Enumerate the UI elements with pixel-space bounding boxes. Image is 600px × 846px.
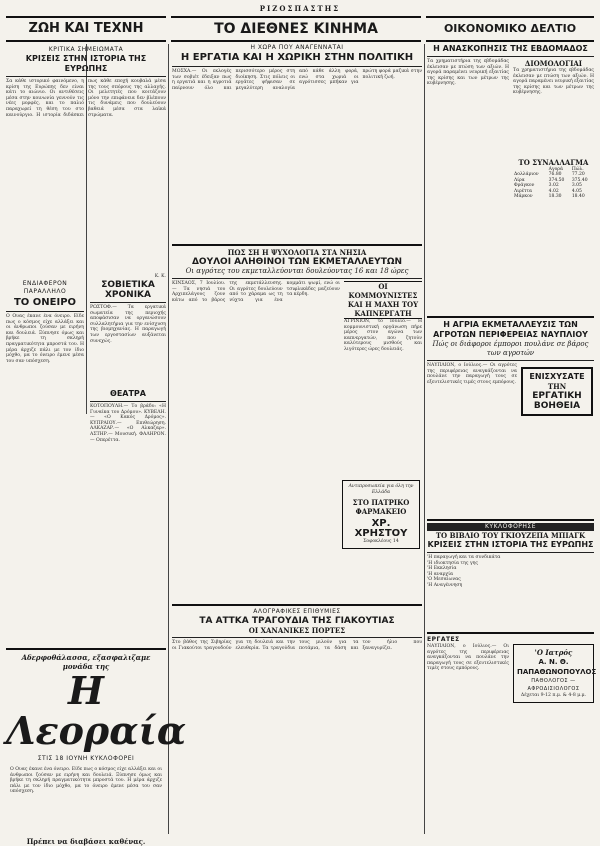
currency-name: Λιρέττα xyxy=(514,188,533,194)
article-headline: ΤΟ ΟΝΕΙΡΟ xyxy=(13,297,77,308)
list-item: 'Η αναρχία xyxy=(427,571,454,577)
section-header-right xyxy=(426,16,594,42)
divider xyxy=(6,311,84,312)
section-kicker: ΕΡΓΑΤΕΣ xyxy=(427,636,460,643)
article-body: ΚΙΝΣΑΟΣ, 7 Ιουλίου.— Τα νησιά του Αρχιπελάγους ζουν κάτω από το βάρος της εκμετάλλευσης. Οι αγρότες δουλεύουν από το χάραμα ως τη νύχτα για ένα κομμάτι ψωμί, ενώ οι τσιφλικάδες μαζεύουν τα κέρδη. xyxy=(172,281,340,303)
list-item: 'Η παραγωγή και τα συνδικάτα xyxy=(427,555,501,560)
workers-columns xyxy=(427,644,597,834)
aid-box-wrapper xyxy=(521,363,593,473)
sell-rate: 18.40 xyxy=(571,194,585,200)
sell-rate: 4.05 xyxy=(571,188,582,194)
ad-line: Αντιπροσωπεία για όλη την Ελλάδα xyxy=(348,484,414,495)
article-columns xyxy=(172,281,422,471)
article-kicker: ΚΡΙΤΙΚΑ ΣΗΜΕΙΩΜΑΤΑ xyxy=(48,46,124,53)
list-item: 'Η ιδιοκτησία της γης xyxy=(427,560,478,566)
ad-hours: Δέχεται 9-12 π.μ. & 4-8 μ.μ. xyxy=(520,693,587,698)
article-headline: Η ΕΡΓΑΤΙΑ ΚΑΙ Η ΧΩΡΙΚΗ ΣΤΗΝ ΠΟΛΙΤΙΚΗ xyxy=(180,52,414,63)
table-header: Πώλ. xyxy=(571,167,584,172)
ad-footer: Πρέπει να διαβάσει καθένας. xyxy=(26,837,146,846)
buy-rate: 3.02 xyxy=(548,183,559,189)
divider xyxy=(427,552,594,553)
list-item: 'Ο Μεσαίωνας xyxy=(427,577,461,583)
divider xyxy=(172,66,422,67)
side-article-body: ΑΓΡΙΝΙΟΝ, το Ιούλιο.— Η κομμουνιστική οργάνωση πήρε μέρος στον αγώνα των καπνεργατών, που ζητούν καλύτερους μισθούς και λιγότερες ώρες δουλειάς. xyxy=(344,319,422,352)
ad-release: ΣΤΙΣ 18 ΙΟΥΝΗ ΚΥΚΛΟΦΟΡΕΙ xyxy=(37,755,135,762)
article-body: Τα χρηματιστήρια της εβδομάδας έκλεισαν με πτώση των αξιών. Η αγορά παραμένει νευρική εξαιτίας της κρίσης και των μέτρων της κυβέρνησης. xyxy=(513,68,594,96)
advertisement-pharmacy xyxy=(342,480,420,600)
masthead: ΡΙΖΟΣΠΑΣΤΗΣ xyxy=(259,4,341,13)
sub-heading: ΔΙΟΜΟΛΟΓΙΑΙ xyxy=(524,59,583,68)
article-body: Σα κάθε ιστορικό φαινόμενο, η κρίση της Ευρώπης δεν είναι κάτι το αιώνιο. Οι αντιθέσεις μέσα στην κοινωνία γεννούν τις νέες μορφές, και το παλιό παραχωρεί τη θέση του στο καινούργιο. Η ιστορία διδάσκει πως κάθε εποχή κουβαλά μέσα της τους σπόρους της αλλαγής. Οι μελετητές που κοιτάζουν μόνο την επιφάνεια δεν βλέπουν τις δυνάμεις που δουλεύουν βαθειά μέσα στα λαϊκά στρώματα. xyxy=(6,79,166,118)
ad-brand: Η Λεοραία xyxy=(6,668,187,753)
currency-name: Δολλάριον xyxy=(514,172,539,178)
box-line: ΤΗΝ xyxy=(547,382,567,391)
article-body: ΝΑΥΠΛΙΟΝ, ο Ιούλιος.— Οι αγρότες της περιφέρειας αναγκάζονται να πουλάνε την παραγωγή τους σε εξευτελιστικές τιμές στους εμπόρους. xyxy=(427,363,517,385)
box-line: ΕΝΙΣΧΥΣΑΤΕ xyxy=(529,372,585,381)
book-title: ΚΡΙΣΕΙΣ ΣΤΗΝ ΙΣΤΟΡΙΑ ΤΗΣ ΕΥΡΩΠΗΣ xyxy=(427,540,594,549)
article-nafplio-farmers xyxy=(427,316,594,466)
divider xyxy=(427,56,594,57)
article-kicker: ΠΩΣ ΣΗ Η ΨΥΧΟΛΟΓΙΑ ΣΤΑ ΝΗΣΙΑ xyxy=(227,248,367,257)
section-title: ΖΩΗ ΚΑΙ ΤΕΧΝΗ xyxy=(28,21,144,36)
ad-line: 'Ο Ιατρός xyxy=(534,648,573,657)
table-row xyxy=(513,194,594,199)
box-line: ΕΡΓΑΤΙΚΗ xyxy=(532,391,582,401)
section-header-left xyxy=(6,16,166,42)
workers-section xyxy=(427,632,597,836)
ad-box xyxy=(342,480,420,549)
article-kicker: ΚΥΚΛΟΦΟΡΗΣΕ xyxy=(427,523,594,531)
buy-rate: 374.50 xyxy=(548,177,565,183)
buy-rate: 18.30 xyxy=(548,194,562,200)
article-body: ΡΩΣΤΟΦ.— Τα εργατικά σωματεία της περιοχής αποφάσισαν να οργανώσουν συλλαλητήρια για την ενίσχυση της βιομηχανίας. Η παραγωγή των εργοστασίων αυξάνεται συνεχώς. xyxy=(90,305,166,344)
ad-specialty: ΠΑΘΟΛΟΓΟΣ — ΑΦΡΟΔΙΣΙΟΛΟΓΟΣ xyxy=(527,678,580,692)
article-columns xyxy=(427,363,594,473)
theatre-listings: ΚΟΤΟΠΟΥΛΗ.— Το βράδυ: «Η Γυναίκα του Δρόμου». ΚΥΒΕΛΗ.— «Ο Κακός Δρόμος». ΚΥΠΡΑΙΟΥ.— Επιθεώρηση. ΑΛΚΑΖΑΡ.— «Ο Αλκαζαρ». ΑΣΤΗΡ.— Μουσική. ΦΑΛΗΡΟΝ.— Οπερέττα. xyxy=(90,404,166,443)
section-title: ΟΙΚΟΝΟΜΙΚΟ ΔΕΛΤΙΟ xyxy=(443,22,577,35)
side-article-headline: ΟΙ ΚΟΜΜΟΥΝΙΣΤΕΣ ΚΑΙ Η ΜΑΧΗ ΤΟΥ ΚΑΠΝΕΡΓΑΤΗ xyxy=(344,281,422,319)
bulletin-columns xyxy=(427,59,594,289)
section-title: ΤΟ ΔΙΕΘΝΕΣ ΚΙΝΗΜΑ xyxy=(214,21,378,37)
article-islands xyxy=(172,244,422,474)
list-item: 'Η Αναγέννηση xyxy=(427,582,463,588)
article-body: ΜΟΣΧΑ.— Οι εκλογές των σοβιέτ έδειξαν πως η εργατιά και η αγροτιά παίρνουν όλο και περισσότερο μέρος στη διοίκηση. Στις πόλεις οι εργάτες ψήφισαν σε μεγαλύτερη αναλογία από κάθε άλλη φορά, ενώ στα χωριά οι αγρότισσες μπήκαν για πρώτη φορά μαζικά στην πολιτική ζωή. xyxy=(172,69,422,91)
buy-rate: 76.80 xyxy=(548,172,562,178)
article-body: ΝΑΥΠΛΙΟΝ, ο Ιούλιος.— Οι αγρότες της περιφέρειας αναγκάζονται να πουλάνε την παραγωγή τους σε εξευτελιστικές τιμές στους εμπόρους. xyxy=(427,644,509,672)
doctor-advertisement xyxy=(513,644,597,703)
article-headline: ΔΟΥΛΟΙ ΑΛΗΘΙΝΟΙ ΤΩΝ ΕΚΜΕΤΑΛΛΕΥΤΩΝ xyxy=(191,257,403,267)
book-announcement xyxy=(427,519,594,629)
article-yakut-songs xyxy=(172,604,422,836)
currency-name: Λίρα xyxy=(514,177,525,183)
article-subheadline: Πώς οι διάφοροι έμποροι πουλάνε σε βάρος των αγροτών xyxy=(432,340,589,357)
article-headline: ΧΡΟΝΙΚΑ xyxy=(104,290,151,300)
workers-aid-box xyxy=(521,367,593,416)
article-kicker: ΕΝΔΙΑΦΕΡΟΝ ΠΑΡΑΛΛΗΛΟ xyxy=(22,280,68,295)
divider xyxy=(6,76,166,77)
currency-name: Φράγκον xyxy=(514,183,535,189)
table-header: Αγορά xyxy=(548,167,563,172)
ad-line: ΣΤΟ ΠΑΤΡΙΚΟ ΦΑΡΜΑΚΕΙΟ xyxy=(352,498,410,517)
article-body: Στο βάθος της Σιβηρίας οι Γιακούτοι τραγουδούν για τη δουλειά και την ελευθερία. Τα τραγούδια τους μιλούν για τα ποτάμια, τα δάση και τον ήλιο που ξαναγυρίζει. xyxy=(172,640,422,651)
advertisement-leoraia xyxy=(6,648,187,846)
divider xyxy=(90,302,166,303)
ad-address: Σοφοκλέους 14 xyxy=(363,539,399,545)
side-article xyxy=(344,281,422,471)
article-headline: Η ΑΝΑΣΚΟΠΗΣΙΣ ΤΗΣ ΕΒΔΟΜΑΔΟΣ xyxy=(433,44,588,53)
theatre-heading: ΘΕΑΤΡΑ xyxy=(110,389,146,398)
article-soviet-chronicles xyxy=(90,280,166,640)
article-body: Τα χρηματιστήρια της εβδομάδας έκλεισαν με πτώση των αξιών. Η αγορά παραμένει νευρική εξαιτίας της κρίσης και των μέτρων της κυβέρνησης. xyxy=(427,59,509,87)
list-item: 'Η Εκκλησία xyxy=(427,566,457,572)
article-critical-notes xyxy=(6,46,166,279)
table-row xyxy=(513,183,594,188)
article-body: Ο Ουας έκανε ένα όνειρο. Είδε πως ο κόσμος είχε αλλάξει και οι άνθρωποι ζούσαν με ειρήνη και δουλειά. Ξύπνησε όμως και βρήκε τη σκληρή πραγματικότητα μπροστά του. Η μέρα άρχιζε πάλι με τον ίδιο μόχθο, μα το όνειρο έμενε μέσα του σαν υπόσχεση. xyxy=(6,314,84,364)
article-subheadline: ΟΙ ΧΑΝΑΝΙΚΕΣ ΠΟΡΤΕΣ xyxy=(248,626,346,635)
currency-name: Μάρκον xyxy=(514,194,533,200)
buy-rate: 4.02 xyxy=(548,188,559,194)
article-headline: Η ΑΓΡΙΑ ΕΚΜΕΤΑΛΛΕΥΣΙΣ ΤΩΝ ΑΓΡΟΤΩΝ ΠΕΡΙΦΕΡΕΙΑΣ ΝΑΥΠΛΙΟΥ xyxy=(433,320,588,339)
article-kicker: ΣΟΒΙΕΤΙΚΑ xyxy=(101,280,155,290)
divider xyxy=(90,401,166,402)
box-line: ΒΟΗΘΕΙΑ xyxy=(533,401,581,411)
ad-body: Ο Ουας έκανε ένα όνειρο. Είδε πως ο κόσμος είχε αλλάξει και οι άνθρωποι ζούσαν με ειρήνη και δουλειά. Ξύπνησε όμως και βρήκε τη σκληρή πραγματικότητα μπροστά του. Η μέρα άρχιζε πάλι με τον ίδιο μόχθο, μα το όνειρο έμενε μέσα του σαν υπόσχεση. xyxy=(10,767,162,795)
section-header-center xyxy=(171,16,421,42)
economic-bulletin xyxy=(427,44,594,314)
sub-heading: ΤΟ ΣΥΝΑΛΛΑΓΜΑ xyxy=(518,158,589,167)
divider xyxy=(172,637,422,638)
article-signature: Κ. Κ. xyxy=(154,274,166,279)
article-kicker: Η ΧΩΡΑ ΠΟΥ ΑΝΑΓΕΝΝΑΤΑΙ xyxy=(250,44,344,51)
article-subheadline: Οι αγρότες του εκμεταλλεύονται δουλεύοντας 16 και 18 ώρες xyxy=(185,267,409,275)
book-contents xyxy=(427,555,594,589)
article-headline: ΤΟ ΒΙΒΛΙΟ ΤΟΥ ΓΚΙΟΥΖΕΠΑ ΜΠΙΑΓΚ xyxy=(435,531,586,540)
doctor-ad-wrapper xyxy=(513,644,597,834)
ad-name: ΧΡ. ΧΡΗΣΤΟΥ xyxy=(354,518,408,540)
ad-doctor-name: Α. Ν. Θ. ΠΑΠΑΘΩΝΟΠΟΥΛΟΣ xyxy=(517,658,597,676)
sell-rate: 77.20 xyxy=(571,172,585,178)
sell-rate: 375.40 xyxy=(571,177,588,183)
divider xyxy=(172,278,422,279)
bulletin-side xyxy=(513,59,594,289)
divider xyxy=(427,360,594,361)
column-divider xyxy=(424,44,425,834)
newspaper-page xyxy=(6,4,597,846)
ad-tagline: Αδερφοθάλασσα, εξασφαλιζαμε μονάδα της xyxy=(21,653,151,671)
article-worker-politics xyxy=(172,44,422,244)
sell-rate: 3.05 xyxy=(571,183,582,189)
article-headline: ΚΡΙΣΕΙΣ ΣΤΗΝ ΙΣΤΟΡΙΑ ΤΗΣ ΕΥΡΩΠΗΣ xyxy=(25,54,147,73)
article-headline: ΤΑ ΑΤΤΚΑ ΤΡΑΓΟΥΔΙΑ ΤΗΣ ΓΙΑΚΟΥΤΙΑΣ xyxy=(199,616,395,626)
article-dream xyxy=(6,280,84,640)
article-kicker: ΑΛΟΓΡΑΦΙΚΕΣ ΕΠΙΘΥΜΙΕΣ xyxy=(253,608,341,615)
exchange-rate-table xyxy=(513,167,594,199)
